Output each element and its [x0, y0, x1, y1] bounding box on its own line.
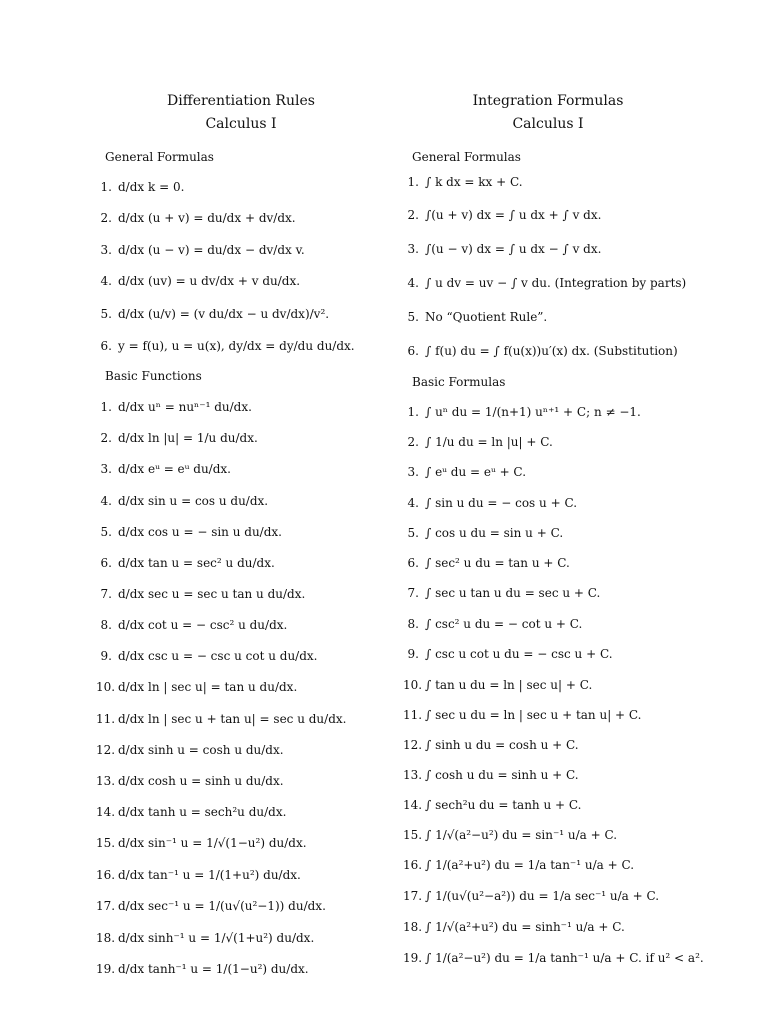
right-title-line1: Integration Formulas	[472, 93, 624, 109]
list-item: 4. ∫ sin u du = − cos u + C.	[407, 496, 578, 510]
right-section-basic: Basic Formulas	[412, 375, 506, 389]
list-item: 6. y = f(u), u = u(x), dy/dx = dy/du du/dx.	[100, 339, 355, 353]
list-item: 6. d/dx tan u = sec² u du/dx.	[100, 556, 275, 570]
list-item: 3. ∫ eᵘ du = eᵘ + C.	[407, 465, 527, 479]
right-title-line2: Calculus I	[512, 116, 584, 132]
list-item: 12. ∫ sinh u du = cosh u + C.	[403, 738, 579, 752]
list-item: 2. ∫(u + v) dx = ∫ u dx + ∫ v dx.	[407, 208, 602, 222]
list-item: 3. d/dx eᵘ = eᵘ du/dx.	[100, 462, 231, 476]
list-item: 5. ∫ cos u du = sin u + C.	[407, 526, 564, 540]
list-item: 9. d/dx csc u = − csc u cot u du/dx.	[100, 649, 318, 663]
list-item: 5. No “Quotient Rule”.	[407, 310, 548, 324]
list-item: 4. ∫ u dv = uv − ∫ v du. (Integration by parts)	[407, 276, 687, 290]
list-item: 3. ∫(u − v) dx = ∫ u dx − ∫ v dx.	[407, 242, 602, 256]
list-item: 13. ∫ cosh u du = sinh u + C.	[403, 768, 579, 782]
right-title	[403, 90, 693, 136]
list-item: 18. d/dx sinh⁻¹ u = 1/√(1+u²) du/dx.	[96, 931, 315, 945]
list-item: 17. ∫ 1/(u√(u²−a²)) du = 1/a sec⁻¹ u/a + C.	[403, 889, 660, 903]
list-item: 10. ∫ tan u du = ln | sec u| + C.	[403, 678, 593, 692]
left-title-line1: Differentiation Rules	[167, 93, 315, 109]
list-item: 14. ∫ sech²u du = tanh u + C.	[403, 798, 582, 812]
list-item: 1. ∫ uⁿ du = 1/(n+1) uⁿ⁺¹ + C; n ≠ −1.	[407, 405, 641, 419]
list-item: 1. ∫ k dx = kx + C.	[407, 175, 523, 189]
list-item: 7. d/dx sec u = sec u tan u du/dx.	[100, 587, 306, 601]
list-item: 1. d/dx k = 0.	[100, 180, 185, 194]
list-item: 19. ∫ 1/(a²−u²) du = 1/a tanh⁻¹ u/a + C. if u² < a².	[403, 951, 704, 965]
list-item: 2. ∫ 1/u du = ln |u| + C.	[407, 435, 553, 449]
left-title-line2: Calculus I	[205, 116, 277, 132]
list-item: 4. d/dx sin u = cos u du/dx.	[100, 494, 269, 508]
list-item: 7. ∫ sec u tan u du = sec u + C.	[407, 586, 601, 600]
list-item: 15. ∫ 1/√(a²−u²) du = sin⁻¹ u/a + C.	[403, 828, 618, 842]
list-item: 5. d/dx cos u = − sin u du/dx.	[100, 525, 282, 539]
list-item: 8. ∫ csc² u du = − cot u + C.	[407, 617, 583, 631]
list-item: 19. d/dx tanh⁻¹ u = 1/(1−u²) du/dx.	[96, 962, 309, 976]
list-item: 6. ∫ sec² u du = tan u + C.	[407, 556, 570, 570]
right-section-general: General Formulas	[412, 150, 521, 164]
list-item: 16. d/dx tan⁻¹ u = 1/(1+u²) du/dx.	[96, 868, 301, 882]
list-item: 10. d/dx ln | sec u| = tan u du/dx.	[96, 680, 298, 694]
list-item: 1. d/dx uⁿ = nuⁿ⁻¹ du/dx.	[100, 400, 252, 414]
left-section-basic: Basic Functions	[105, 369, 202, 383]
list-item: 12. d/dx sinh u = cosh u du/dx.	[96, 743, 284, 757]
left-section-general: General Formulas	[105, 150, 214, 164]
list-item: 16. ∫ 1/(a²+u²) du = 1/a tan⁻¹ u/a + C.	[403, 858, 635, 872]
list-item: 17. d/dx sec⁻¹ u = 1/(u√(u²−1)) du/dx.	[96, 899, 326, 913]
list-item: 3. d/dx (u − v) = du/dx − dv/dx v.	[100, 243, 305, 257]
list-item: 5. d/dx (u/v) = (v du/dx − u dv/dx)/v².	[100, 307, 330, 321]
list-item: 8. d/dx cot u = − csc² u du/dx.	[100, 618, 288, 632]
list-item: 9. ∫ csc u cot u du = − csc u + C.	[407, 647, 613, 661]
list-item: 2. d/dx (u + v) = du/dx + dv/dx.	[100, 211, 296, 225]
list-item: 18. ∫ 1/√(a²+u²) du = sinh⁻¹ u/a + C.	[403, 920, 625, 934]
left-title	[96, 90, 386, 136]
list-item: 2. d/dx ln |u| = 1/u du/dx.	[100, 431, 258, 445]
list-item: 6. ∫ f(u) du = ∫ f(u(x))u′(x) dx. (Substitution)	[407, 344, 678, 358]
list-item: 15. d/dx sin⁻¹ u = 1/√(1−u²) du/dx.	[96, 836, 307, 850]
list-item: 4. d/dx (uv) = u dv/dx + v du/dx.	[100, 274, 301, 288]
list-item: 11. d/dx ln | sec u + tan u| = sec u du/dx.	[96, 712, 347, 726]
list-item: 14. d/dx tanh u = sech²u du/dx.	[96, 805, 287, 819]
list-item: 13. d/dx cosh u = sinh u du/dx.	[96, 774, 284, 788]
list-item: 11. ∫ sec u du = ln | sec u + tan u| + C.	[403, 708, 642, 722]
